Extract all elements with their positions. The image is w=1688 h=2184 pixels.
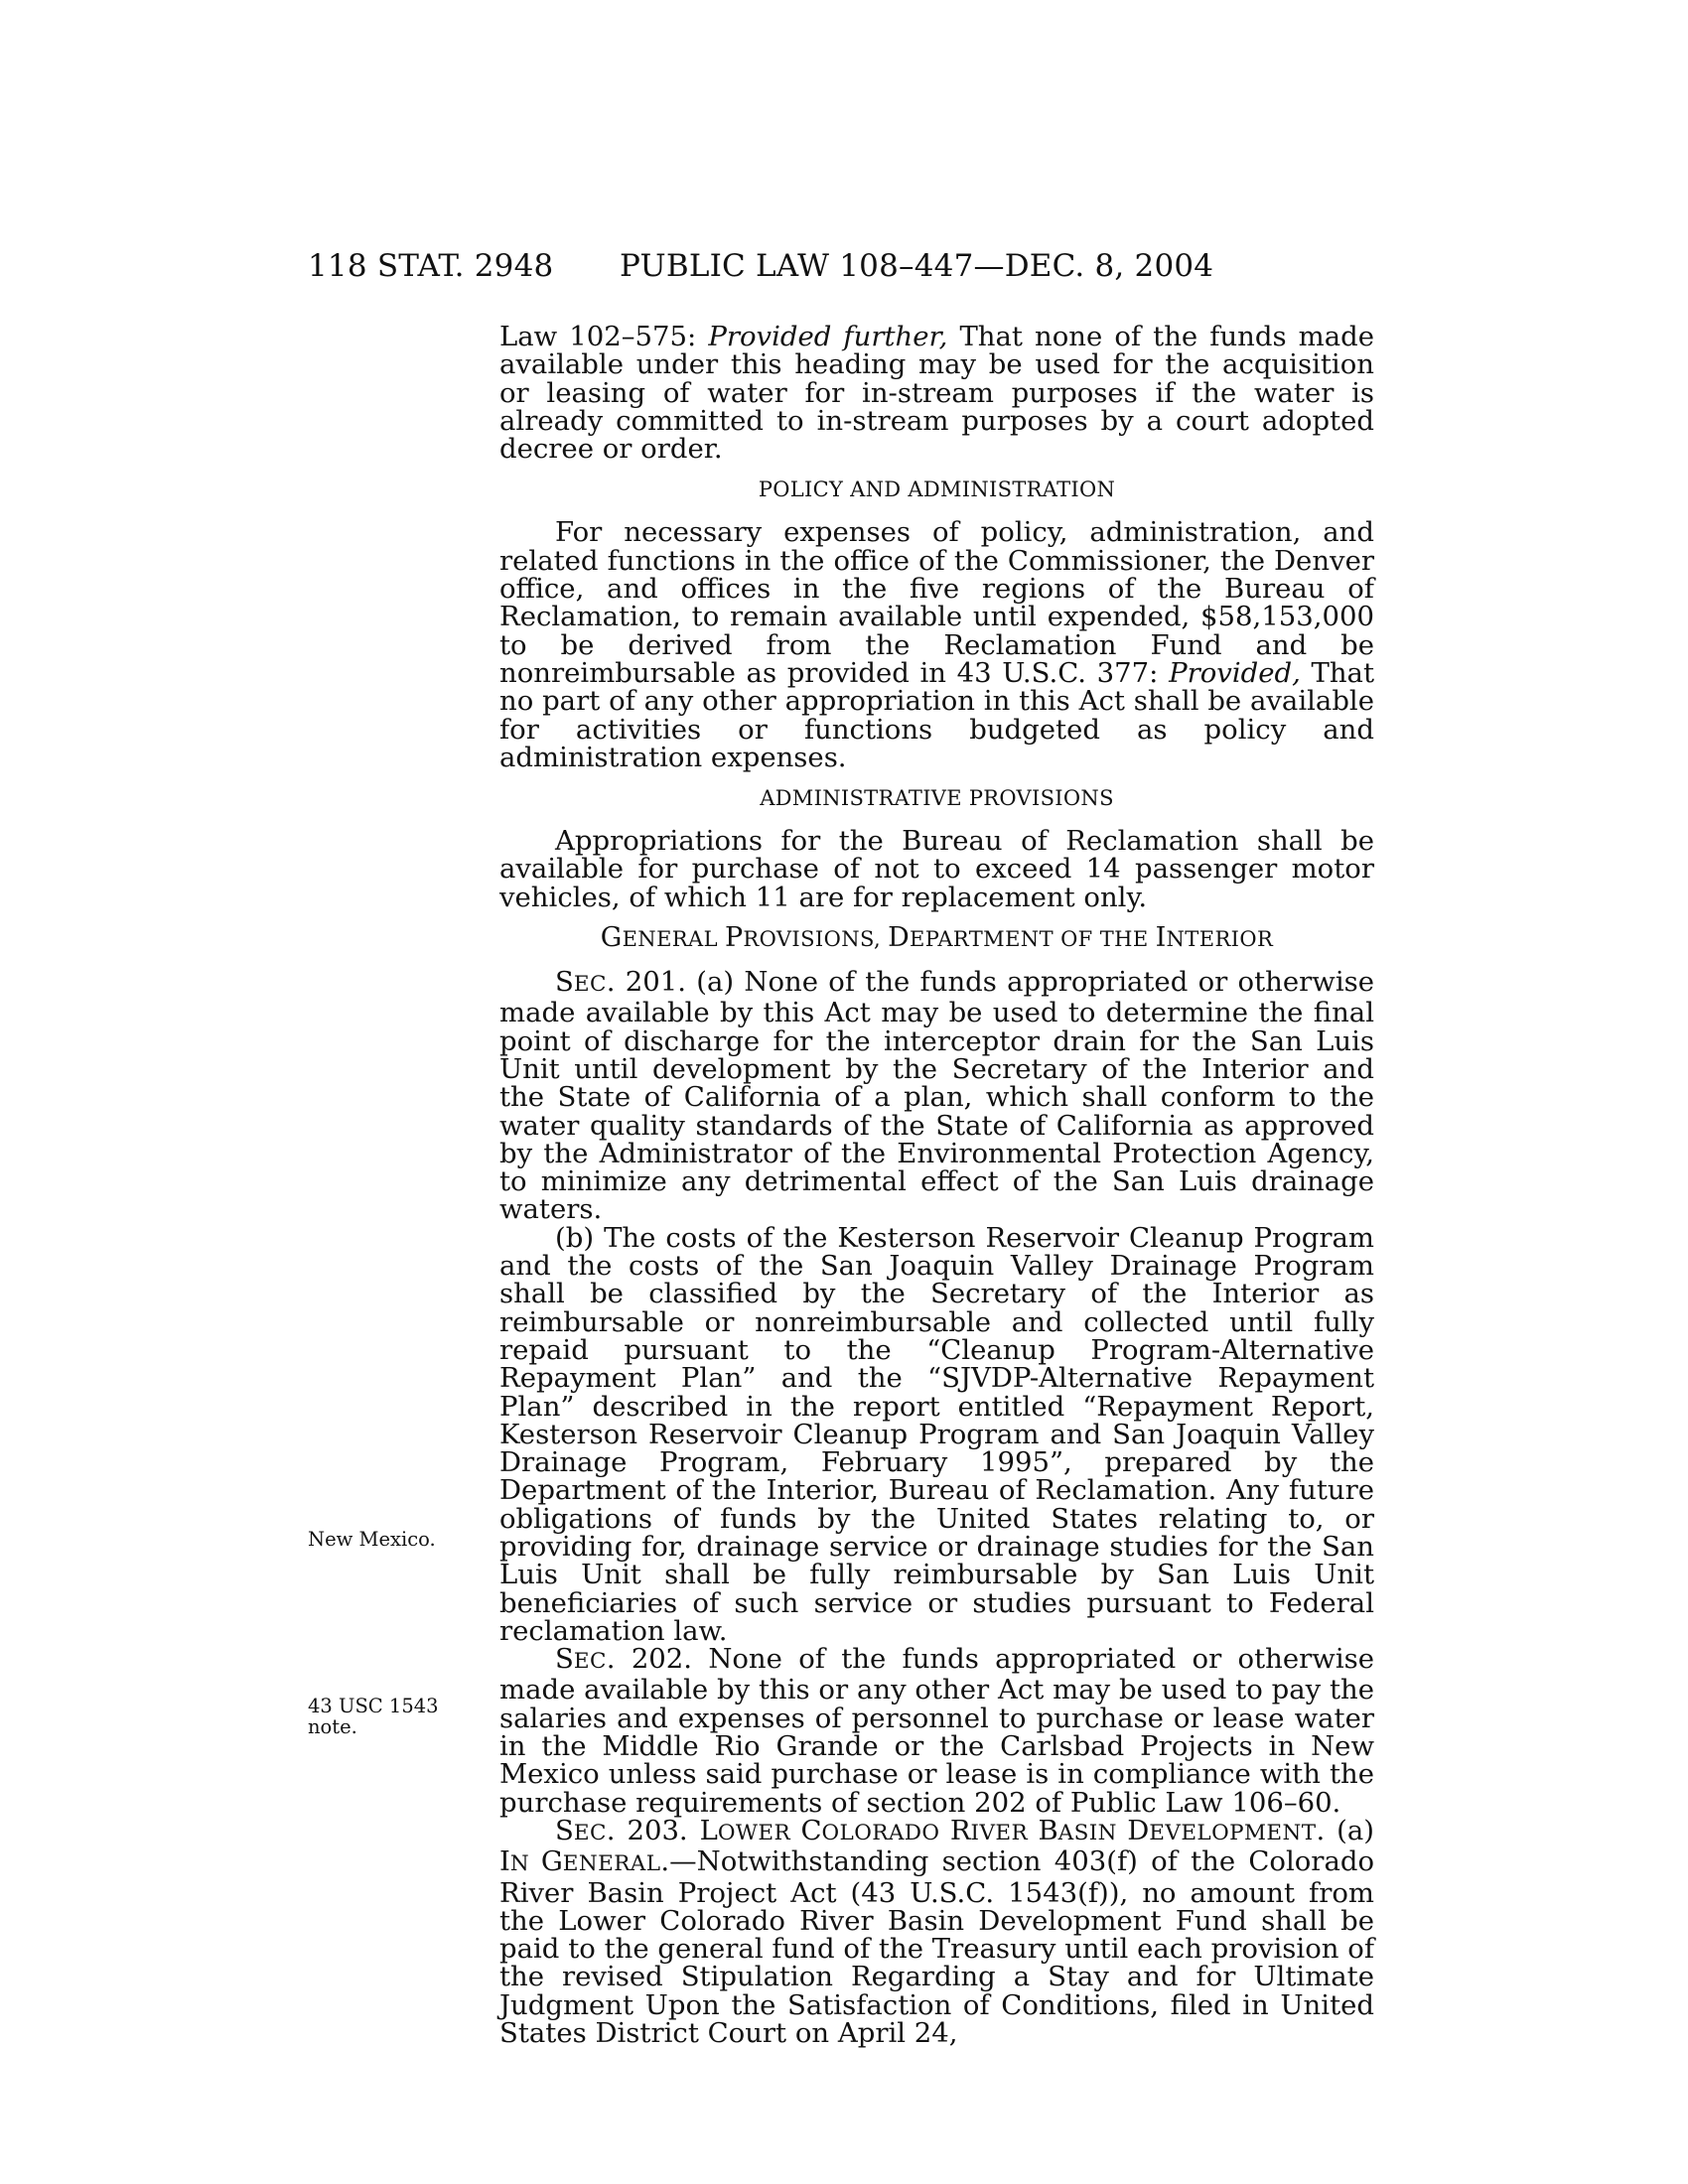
margin-note-usc-citation <box>308 1696 439 1737</box>
section-202: SEC. 202. None of the funds appropriated or otherwise made available by this or any other Act may be used to pay the salaries and expenses of personnel to purchase or lease water in the Middle Rio Grande or the Carlsbad Projects in New Mexico unless said purchase or lease is in compliance with the purchase requirements of section 202 of Public Law 106–60. <box>499 1643 1374 1819</box>
italic-provided-further: Provided further, <box>708 321 948 352</box>
margin-note-usc-line1: 43 USC 1543 <box>308 1695 439 1717</box>
section-201-a: SEC. 201. (a) None of the funds appropriated or otherwise made available by this Act may be used to determine the final point of discharge for the interceptor drain for the San Luis Unit until development by the Secretary of the Interior and the State of California of a plan, which shall conform to the water quality standards of the State of California as approved by the Administrator of the Environmental Protection Agency, to minimize any detrimental effect of the San Luis drainage waters. <box>499 966 1374 1226</box>
section-201-b: (b) The costs of the Kesterson Reservoir Cleanup Program and the costs of the San Joaquin Valley Drainage Program shall be classified by the Secretary of the Interior as reimbursable or nonreimbursable and collected until fully repaid pursuant to the “Cleanup Program-Alternative Repayment Plan” and the “SJVDP-Alternative Repayment Plan” described in the report entitled “Repayment Report, Kesterson Reservoir Cleanup Program and San Joaquin Valley Drainage Program, February 1995”, prepared by the Department of the Interior, Bureau of Reclamation. Any future obligations of funds by the United States relating to, or providing for, drainage service or drainage studies for the San Luis Unit shall be fully reimbursable by San Luis Unit beneficiaries of such service or studies pursuant to Federal reclamation law. <box>499 1221 1374 1647</box>
heading-general-provisions-interior: GENERAL PROVISIONS, DEPARTMENT OF THE INTERIOR <box>600 922 1274 954</box>
paragraph-policy-administration: For necessary expenses of policy, administration, and related functions in the office of the Commissioner, the Denver office, and offices in the five regions of the Bureau of Reclamation, to remain available until expended, $58,153,000 to be derived from the Reclamation Fund and be nonreimbursable as provided in 43 U.S.C. 377: Provided, That no part of any other appropriation in this Act shall be available for activities or functions budgeted as policy and administration expenses. <box>499 516 1375 773</box>
running-header <box>0 248 1688 288</box>
paragraph-provided-further: Law 102–575: Provided further, That none of the funds made available under this heading may be used for the acquisition or leasing of water for in-stream purposes if the water is already committed to in-stream purposes by a court adopted decree or order. <box>499 321 1375 466</box>
margin-note-new-mexico: New Mexico. <box>308 1528 436 1551</box>
margin-note-usc-line2: note. <box>308 1715 357 1738</box>
public-law-header: PUBLIC LAW 108–447—DEC. 8, 2004 <box>620 248 1214 284</box>
document-body <box>499 321 1375 2050</box>
paragraph-motor-vehicles: Appropriations for the Bureau of Reclamation shall be available for purchase of not to exceed 14 passenger motor vehicles, of which 11 are for replacement only. <box>499 825 1374 913</box>
heading-administrative-provisions: ADMINISTRATIVE PROVISIONS <box>760 786 1114 811</box>
italic-provided: Provided, <box>1169 656 1301 689</box>
section-203: SEC. 203. LOWER COLORADO RIVER BASIN DEVELOPMENT. (a) IN GENERAL.—Notwithstanding section 403(f) of the Colorado River Basin Project Act (43 U.S.C. 1543(f)), no amount from the Lower Colorado River Basin Development Fund shall be paid to the general fund of the Treasury until each provision of the revised Stipulation Regarding a Stay and for Ultimate Judgment Upon the Satisfaction of Conditions, filed in United States District Court on April 24, <box>499 1814 1374 2050</box>
statute-page-reference: 118 STAT. 2948 <box>308 248 554 284</box>
heading-policy-and-administration: POLICY AND ADMINISTRATION <box>758 478 1116 502</box>
